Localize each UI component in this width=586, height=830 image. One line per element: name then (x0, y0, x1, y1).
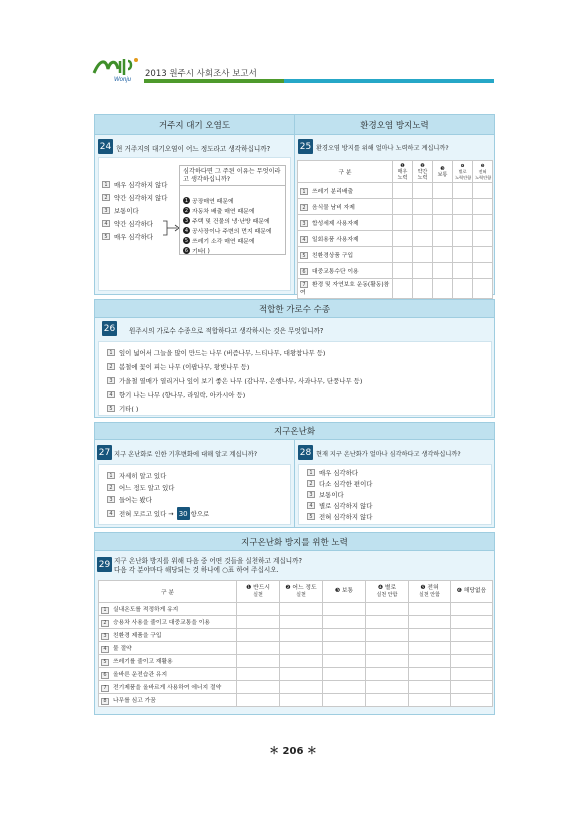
answer-cell[interactable] (473, 215, 493, 231)
q29-col: ❻ 해당없음 (451, 581, 493, 603)
answer-cell[interactable] (237, 681, 280, 694)
answer-cell[interactable] (393, 263, 413, 279)
answer-cell[interactable] (393, 279, 413, 299)
q25-col: ❷ 약간 노력 (413, 161, 433, 183)
q24-option[interactable]: 4 약간 심각하다 (102, 219, 153, 228)
answer-cell[interactable] (451, 655, 493, 668)
q26-option[interactable]: 4 향기 나는 나무 (향나무, 라일락, 아카시아 등) (107, 390, 245, 399)
q29-row-label: 6 올바른 운전습관 유지 (99, 668, 237, 681)
q26-option[interactable]: 2 봄철에 꽃이 피는 나무 (이팝나무, 왕벚나무 등) (107, 362, 249, 371)
q24-text: 현 거주지의 대기오염이 어느 정도라고 생각하십니까? (116, 145, 271, 153)
q24-sub-option[interactable]: 4 공사장이나 주변의 먼지 때문에 (184, 227, 272, 235)
answer-cell[interactable] (413, 263, 433, 279)
answer-cell[interactable] (453, 215, 473, 231)
q24-option[interactable]: 2 약간 심각하지 않다 (102, 193, 167, 202)
answer-cell[interactable] (366, 603, 409, 616)
q29-col: ❶ 반드시 실천 (237, 581, 280, 603)
band-warming-prevention: 지구온난화 방지를 위한 노력 (95, 533, 494, 551)
q27-text: 지구 온난화로 인한 기후변화에 대해 알고 계십니까? (114, 451, 258, 458)
q24-sub-question: 심각하다면 그 주된 이유는 무엇이라고 생각하십니까? (183, 168, 281, 183)
answer-cell[interactable] (393, 231, 413, 247)
report-title: 2013 원주시 사회조사 보고서 (145, 69, 257, 79)
header-rule (144, 79, 494, 83)
q29-row-label: 8 나무를 심고 가꿈 (99, 694, 237, 707)
q28-option[interactable]: 4 별로 심각하지 않다 (307, 501, 372, 510)
answer-cell[interactable] (280, 668, 323, 681)
answer-cell[interactable] (366, 616, 409, 629)
answer-cell[interactable] (453, 263, 473, 279)
band-street-trees: 적합한 가로수 수종 (95, 300, 494, 318)
q26-option[interactable]: 5 기타( ) (107, 404, 138, 413)
q29-col: ❹ 별로 실천 안함 (366, 581, 409, 603)
answer-cell[interactable] (323, 616, 366, 629)
q27-option[interactable]: 2 어느 정도 알고 있다 (107, 483, 174, 492)
q29-row-label: 2 승용차 사용을 줄이고 대중교통을 이용 (99, 616, 237, 629)
q27-option[interactable]: 4 전혀 모르고 있다 → 30 항으로 (107, 507, 209, 520)
answer-cell[interactable] (409, 694, 451, 707)
answer-cell[interactable] (323, 681, 366, 694)
answer-cell[interactable] (413, 279, 433, 299)
answer-cell[interactable] (280, 694, 323, 707)
answer-cell[interactable] (453, 183, 473, 199)
answer-cell[interactable] (366, 668, 409, 681)
section-divider (294, 440, 295, 527)
q25-row-label: 1 쓰레기 분리배출 (298, 183, 393, 199)
q24-sub-box (179, 165, 286, 255)
answer-cell[interactable] (409, 629, 451, 642)
answer-cell[interactable] (280, 629, 323, 642)
q29-col: ❺ 전혀 실천 안함 (409, 581, 451, 603)
answer-cell[interactable] (413, 199, 433, 215)
q29-col: ❷ 어느 정도 실천 (280, 581, 323, 603)
q25-col: ❸ 보통 (433, 161, 453, 183)
answer-cell[interactable] (280, 681, 323, 694)
answer-cell[interactable] (393, 247, 413, 263)
answer-cell[interactable] (366, 642, 409, 655)
answer-cell[interactable] (433, 279, 453, 299)
q28-option[interactable]: 3 보통이다 (307, 490, 344, 499)
q26-number: 26 (102, 321, 117, 336)
q28-option[interactable]: 1 매우 심각하다 (307, 468, 358, 477)
answer-cell[interactable] (237, 616, 280, 629)
q25-col-head: 구 분 (298, 161, 393, 183)
section-warming-prevention (94, 532, 495, 715)
q24-sub-option[interactable]: 1 공장매연 때문에 (184, 197, 234, 205)
answer-cell[interactable] (409, 642, 451, 655)
answer-cell[interactable] (393, 199, 413, 215)
q28-option[interactable]: 5 전혀 심각하지 않다 (307, 512, 372, 521)
band-air-pollution: 거주지 대기 오염도 (95, 115, 294, 135)
q27-answer-box (98, 464, 291, 525)
q29-row-label: 1 실내온도를 적정하게 유지 (99, 603, 237, 616)
q29-table (98, 580, 493, 707)
answer-cell[interactable] (453, 279, 473, 299)
answer-cell[interactable] (323, 642, 366, 655)
wonju-logo (92, 55, 140, 83)
answer-cell[interactable] (433, 247, 453, 263)
answer-cell[interactable] (451, 681, 493, 694)
answer-cell[interactable] (237, 603, 280, 616)
answer-cell[interactable] (393, 183, 413, 199)
section-street-trees (94, 299, 495, 418)
answer-cell[interactable] (413, 183, 433, 199)
answer-cell[interactable] (453, 231, 473, 247)
answer-cell[interactable] (323, 629, 366, 642)
q25-col: ❹ 별로 노력안함 (453, 161, 473, 183)
q29-row-label: 7 전기제품을 올바르게 사용하여 에너지 절약 (99, 681, 237, 694)
q25-number: 25 (298, 139, 313, 154)
answer-cell[interactable] (473, 279, 493, 299)
q25-col: ❺ 전혀 노력안함 (473, 161, 493, 183)
answer-cell[interactable] (280, 603, 323, 616)
band-global-warming: 지구온난화 (95, 423, 494, 440)
answer-cell[interactable] (473, 183, 493, 199)
answer-cell[interactable] (366, 681, 409, 694)
answer-cell[interactable] (451, 668, 493, 681)
answer-cell[interactable] (433, 199, 453, 215)
q28-option[interactable]: 2 다소 심각한 편이다 (307, 479, 372, 488)
answer-cell[interactable] (409, 603, 451, 616)
band-pollution-prevention: 환경오염 방지노력 (295, 115, 494, 135)
answer-cell[interactable] (323, 668, 366, 681)
q25-text: 환경오염 방지를 위해 얼마나 노력하고 계십니까? (316, 145, 449, 152)
answer-cell[interactable] (409, 616, 451, 629)
q27-option[interactable]: 3 들어는 봤다 (107, 495, 152, 504)
q25-row-label: 6 대중교통수단 이용 (298, 263, 393, 279)
answer-cell[interactable] (237, 642, 280, 655)
answer-cell[interactable] (433, 215, 453, 231)
answer-cell[interactable] (451, 616, 493, 629)
answer-cell[interactable] (409, 668, 451, 681)
q24-sub-option[interactable]: 6 기타( ) (184, 247, 210, 255)
answer-cell[interactable] (433, 183, 453, 199)
answer-cell[interactable] (366, 694, 409, 707)
q25-row-label: 2 음식물 남비 자제 (298, 199, 393, 215)
q26-option[interactable]: 3 가을철 열매가 열리거나 잎이 보기 좋은 나무 (감나무, 은행나무, 사과나무, 단풍나무 등) (107, 376, 362, 385)
answer-cell[interactable] (451, 603, 493, 616)
q28-text: 현재 지구 온난화가 얼마나 심각하다고 생각하십니까? (316, 451, 461, 458)
answer-cell[interactable] (237, 629, 280, 642)
answer-cell[interactable] (413, 247, 433, 263)
q29-number: 29 (97, 557, 112, 572)
answer-cell[interactable] (451, 642, 493, 655)
answer-cell[interactable] (473, 231, 493, 247)
section-air-environment (94, 114, 495, 295)
answer-cell[interactable] (237, 694, 280, 707)
answer-cell[interactable] (323, 694, 366, 707)
q25-table (297, 160, 493, 299)
answer-cell[interactable] (409, 681, 451, 694)
q24-sub-option[interactable]: 2 자동차 배출 매연 때문에 (184, 207, 255, 215)
q29-col: ❸ 보통 (323, 581, 366, 603)
q24-answer-box (98, 157, 291, 291)
sub-rule (180, 185, 285, 186)
q24-sub-option[interactable]: 5 쓰레기 소각 매연 때문에 (184, 237, 255, 245)
answer-cell[interactable] (473, 247, 493, 263)
logo-text: Wonju (114, 77, 132, 83)
answer-cell[interactable] (366, 655, 409, 668)
q25-row-label: 3 합성세제 사용자제 (298, 215, 393, 231)
answer-cell[interactable] (413, 215, 433, 231)
answer-cell[interactable] (280, 616, 323, 629)
q29-row-label: 5 쓰레기를 줄이고 재활용 (99, 655, 237, 668)
q27-option[interactable]: 1 자세히 알고 있다 (107, 471, 166, 480)
section-divider (294, 115, 295, 294)
q24-number: 24 (98, 139, 113, 154)
q28-number: 28 (298, 445, 313, 460)
answer-cell[interactable] (323, 655, 366, 668)
answer-cell[interactable] (323, 603, 366, 616)
q26-option[interactable]: 1 잎이 넓어서 그늘을 많이 만드는 나무 (버즘나무, 느티나무, 대왕참나무 등) (107, 348, 325, 357)
answer-cell[interactable] (453, 199, 473, 215)
answer-cell[interactable] (413, 231, 433, 247)
answer-cell[interactable] (453, 247, 473, 263)
q29-row-label: 4 물 절약 (99, 642, 237, 655)
bracket-arrow (159, 220, 181, 240)
skip-suffix: 항으로 (190, 510, 210, 518)
q25-row-label: 4 일회용품 사용자제 (298, 231, 393, 247)
answer-cell[interactable] (433, 231, 453, 247)
q24-option[interactable]: 1 매우 심각하지 않다 (102, 180, 167, 189)
answer-cell[interactable] (451, 629, 493, 642)
q27-number: 27 (97, 445, 112, 460)
section-global-warming (94, 422, 495, 528)
q24-option[interactable]: 3 보통이다 (102, 206, 139, 215)
answer-cell[interactable] (280, 655, 323, 668)
answer-cell[interactable] (451, 694, 493, 707)
answer-cell[interactable] (473, 199, 493, 215)
page-number: ＊ 206 ＊ (269, 746, 317, 757)
answer-cell[interactable] (393, 215, 413, 231)
q25-col: ❶ 매우 노력 (393, 161, 413, 183)
answer-cell[interactable] (473, 263, 493, 279)
q25-row-label: 7 환경 및 자연보호 운동(활동)참여 (298, 279, 393, 299)
answer-cell[interactable] (237, 668, 280, 681)
answer-cell[interactable] (409, 655, 451, 668)
q29-col-head: 구 분 (99, 581, 237, 603)
q26-answer-box (98, 341, 492, 416)
answer-cell[interactable] (366, 629, 409, 642)
q25-row-label: 5 친환경상품 구입 (298, 247, 393, 263)
answer-cell[interactable] (280, 642, 323, 655)
q29-text-line1: 지구 온난화 방지를 위해 다음 중 어떤 것들을 실천하고 계십니까? (114, 557, 302, 565)
answer-cell[interactable] (237, 655, 280, 668)
q29-text-line2: 다음 각 분야마다 해당되는 것 하나에 ○표 하여 주십시오. (114, 566, 279, 574)
q28-answer-box (298, 464, 492, 525)
q24-sub-option[interactable]: 3 주택 및 건물의 냉·난방 때문에 (184, 217, 270, 225)
answer-cell[interactable] (433, 263, 453, 279)
q29-row-label: 3 친환경 제품을 구입 (99, 629, 237, 642)
q26-text: 원주시의 가로수 수종으로 적합하다고 생각하시는 것은 무엇입니까? (129, 327, 324, 335)
skip-target-badge: 30 (177, 507, 190, 520)
q24-option[interactable]: 5 매우 심각하다 (102, 232, 153, 241)
